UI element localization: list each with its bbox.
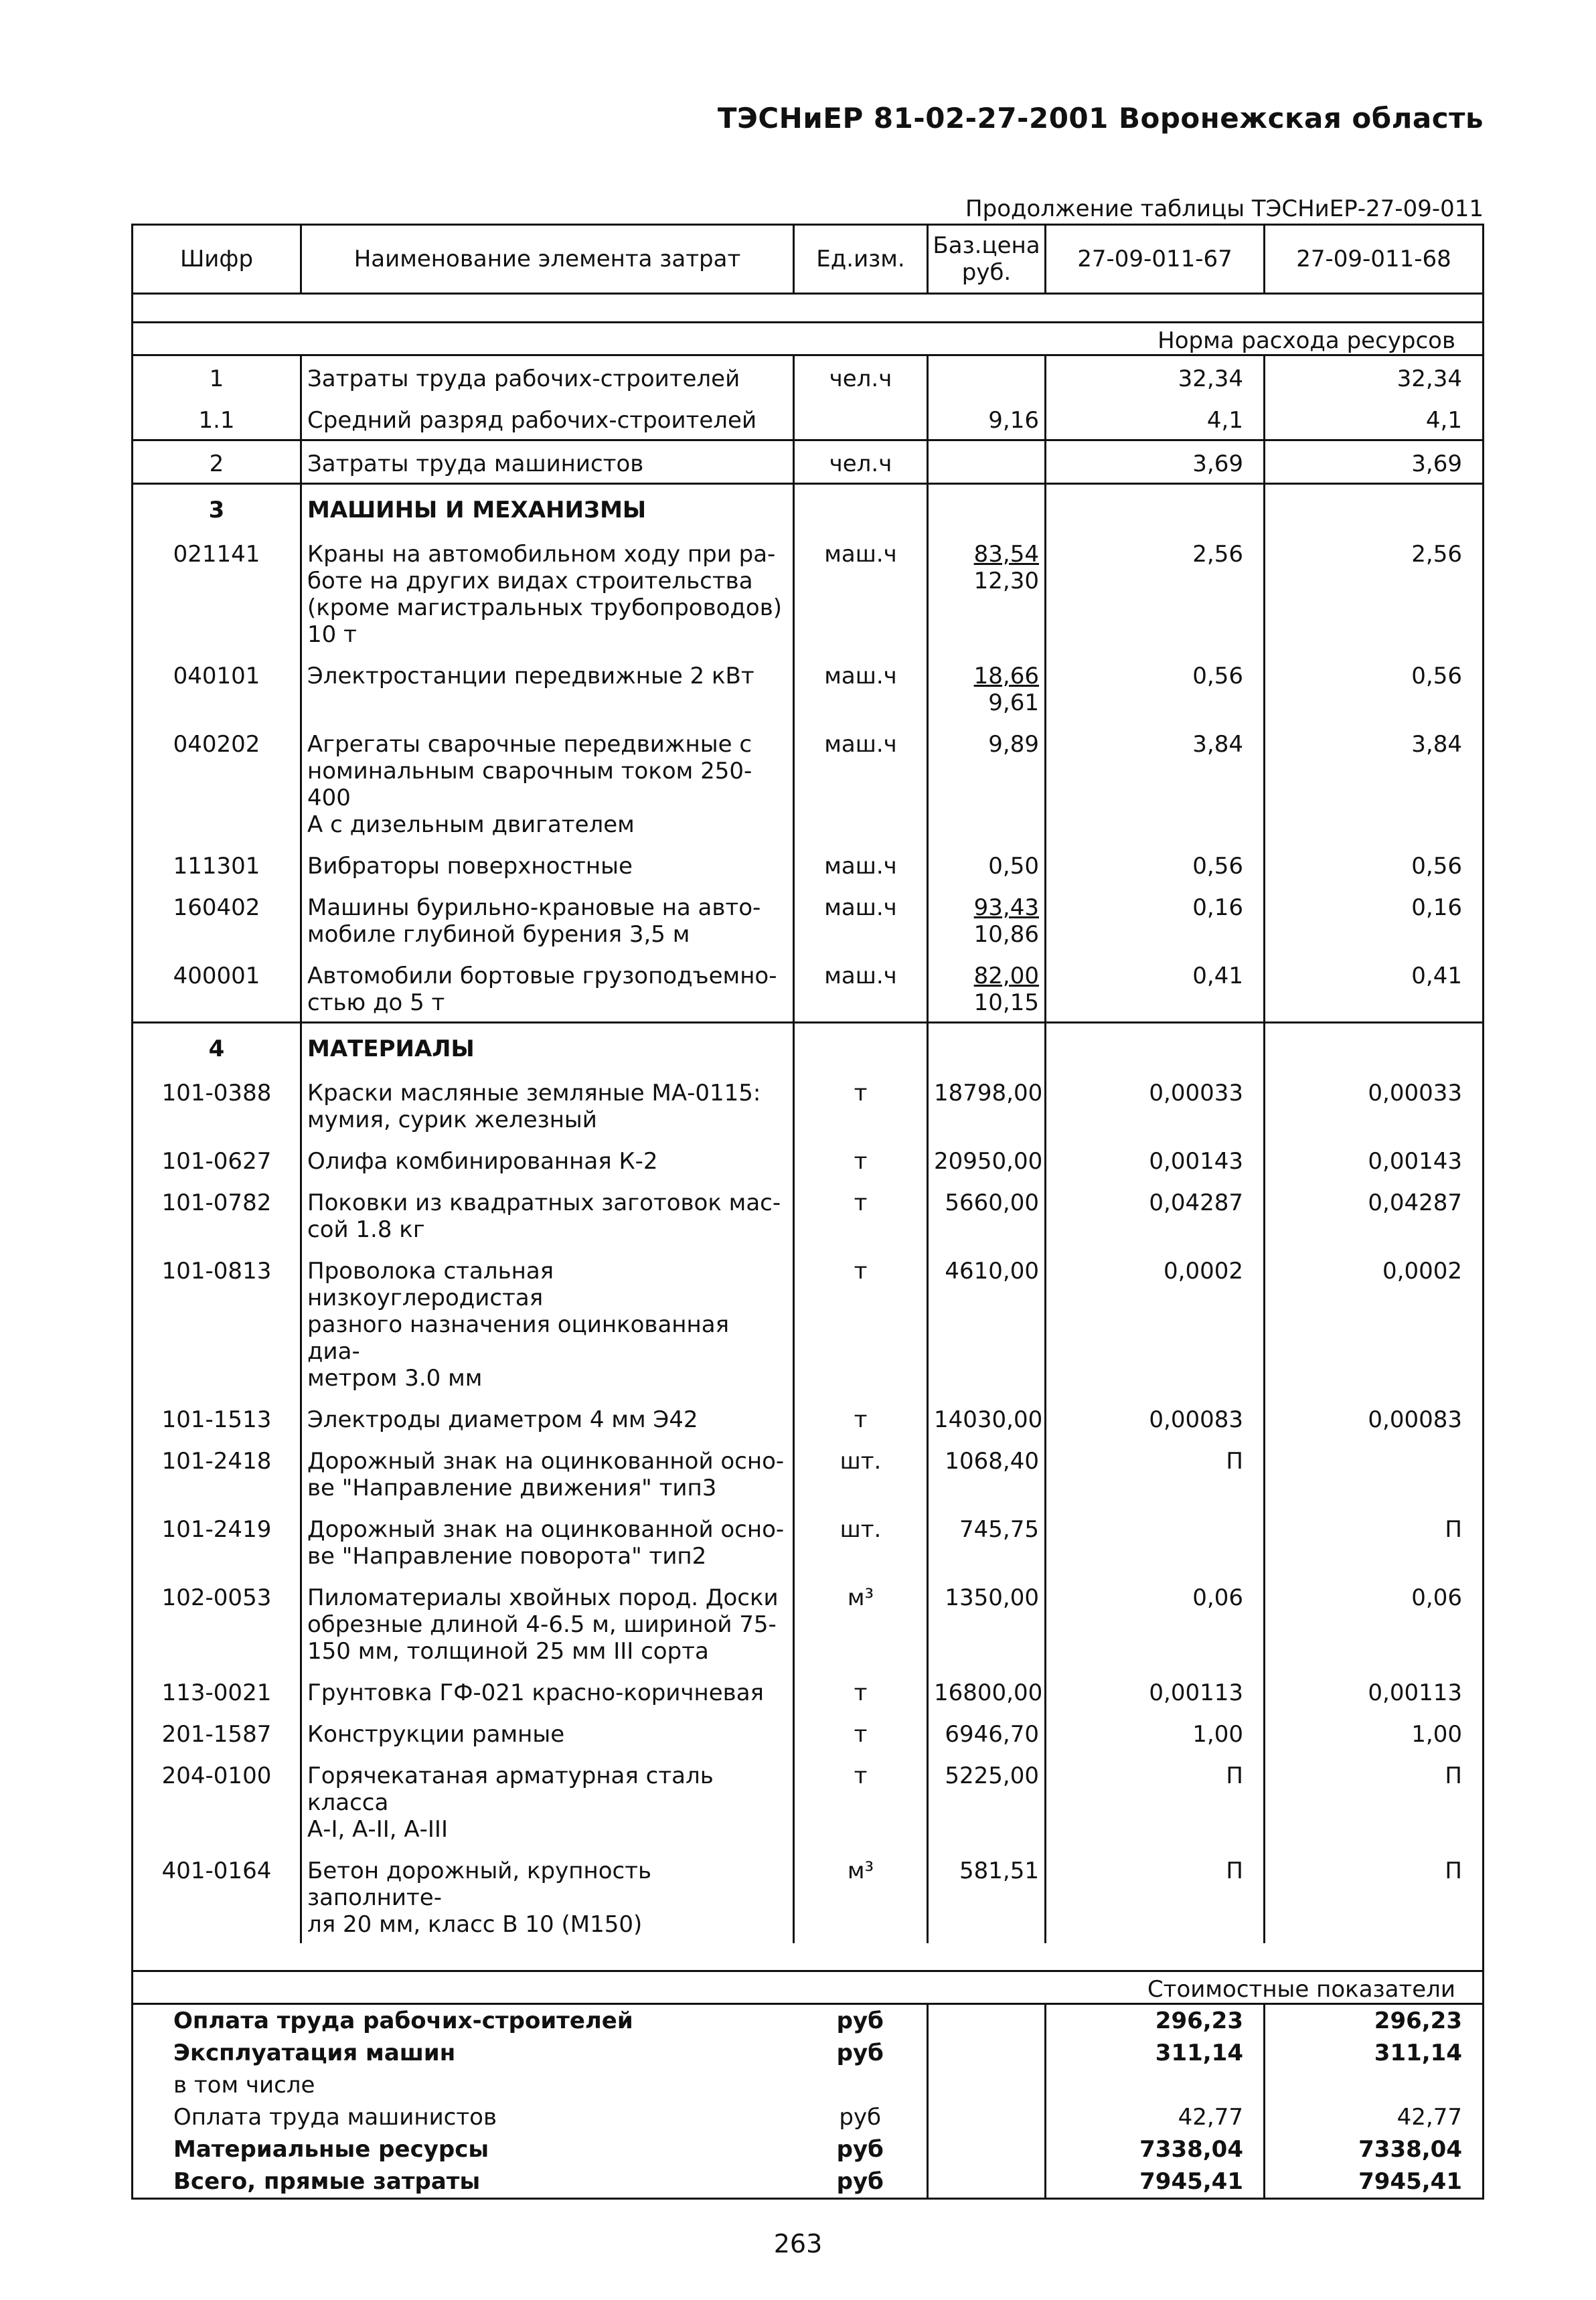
cell-code: 1 xyxy=(133,355,301,398)
price-primary: 82,00 xyxy=(973,963,1039,989)
cell-code: 021141 xyxy=(133,531,301,653)
cell-code: 101-0782 xyxy=(133,1180,301,1248)
summary-unit: руб xyxy=(794,2165,928,2199)
cell-value-67: 0,0002 xyxy=(1164,1258,1243,1285)
table-row xyxy=(133,355,1484,398)
section-empty-v2 xyxy=(1265,1023,1484,1071)
cell-name: Дорожный знак на оцинкованной осно- ве "Направление поворота" тип2 xyxy=(301,1507,794,1575)
table-row xyxy=(133,953,1484,1023)
cell-name: Горячекатаная арматурная сталь класса А-I, А-II, А-III xyxy=(301,1753,794,1848)
cell-name: Краски масляные земляные МА-0115: мумия, сурик железный xyxy=(301,1070,794,1139)
header-price: Баз.цена руб. xyxy=(928,225,1046,294)
cell-name: Грунтовка ГФ-021 красно-коричневая xyxy=(301,1670,794,1712)
summary-label: Оплата труда рабочих-строителей xyxy=(133,2004,794,2038)
cell-value-67: 0,00143 xyxy=(1149,1148,1243,1175)
summary-row xyxy=(133,2037,1484,2069)
section-title: МАТЕРИАЛЫ xyxy=(301,1023,794,1071)
cell-value-67: П xyxy=(1226,1858,1243,1884)
cell-value-67 xyxy=(1046,1507,1265,1575)
cell-value-68: 0,56 xyxy=(1265,653,1484,722)
cell-unit: т xyxy=(854,1258,868,1285)
summary-row xyxy=(133,2165,1484,2199)
table-row xyxy=(133,1753,1484,1848)
norma-row-label: Норма расхода ресурсов xyxy=(133,323,1484,355)
cell-value-68: 0,00143 xyxy=(1265,1139,1484,1180)
spacer-row xyxy=(133,294,1484,323)
summary-label: Материальные ресурсы xyxy=(133,2133,794,2165)
cell-value-67: 2,56 xyxy=(1192,541,1243,568)
cell-name: Затраты труда машинистов xyxy=(301,440,794,484)
cell-value-68: 0,00083 xyxy=(1265,1397,1484,1439)
summary-value-67 xyxy=(1046,2069,1265,2101)
cell-price: 5660,00 xyxy=(928,1180,1046,1248)
cell-unit: чел.ч xyxy=(794,440,928,484)
cell-value-68: 0,16 xyxy=(1265,885,1484,953)
cell-unit: т xyxy=(854,1679,868,1706)
summary-row xyxy=(133,2101,1484,2133)
cell-price: 1068,40 xyxy=(928,1439,1046,1507)
table-header-row xyxy=(133,225,1484,294)
cell-unit: шт. xyxy=(840,1516,882,1543)
cell-unit: маш.ч xyxy=(824,853,897,880)
table-caption: Продолжение таблицы ТЭСНиЕР-27-09-011 xyxy=(965,195,1484,222)
cell-price xyxy=(928,355,1046,398)
cell-price: 581,51 xyxy=(928,1848,1046,1943)
cell-name: Средний разряд рабочих-строителей xyxy=(301,398,794,440)
cell-unit: маш.ч xyxy=(824,963,897,989)
cell-code: 201-1587 xyxy=(133,1712,301,1753)
cell-value-67: 0,00083 xyxy=(1149,1406,1243,1433)
cell-code: 111301 xyxy=(133,843,301,885)
cell-price: 4610,00 xyxy=(928,1248,1046,1397)
summary-value-67: 311,14 xyxy=(1046,2037,1265,2069)
cell-price xyxy=(928,953,1046,1023)
summary-value-67: 7945,41 xyxy=(1046,2165,1265,2199)
section-code: 3 xyxy=(133,484,301,532)
cell-code: 101-0813 xyxy=(133,1248,301,1397)
table-row xyxy=(133,531,1484,653)
cell-value-68: 4,1 xyxy=(1265,398,1484,440)
cell-code: 101-2418 xyxy=(133,1439,301,1507)
cell-value-68: 0,0002 xyxy=(1265,1248,1484,1397)
cell-name: Конструкции рамные xyxy=(301,1712,794,1753)
cell-unit: маш.ч xyxy=(824,731,897,758)
cost-row xyxy=(133,1971,1484,2004)
cell-value-68: 0,00113 xyxy=(1265,1670,1484,1712)
summary-label: Оплата труда машинистов xyxy=(133,2101,794,2133)
cell-price: 1350,00 xyxy=(928,1575,1046,1670)
spacer-cell xyxy=(133,1943,1484,1971)
summary-unit: руб xyxy=(836,2136,884,2163)
table-row xyxy=(133,1848,1484,1943)
table-row xyxy=(133,653,1484,722)
cell-code: 101-1513 xyxy=(133,1397,301,1439)
table-row xyxy=(133,722,1484,843)
cell-code: 400001 xyxy=(133,953,301,1023)
cell-code: 040202 xyxy=(133,722,301,843)
cell-value-68: 0,00033 xyxy=(1265,1070,1484,1139)
page-number: 263 xyxy=(773,2229,823,2258)
cell-price: 18798,00 xyxy=(928,1070,1046,1139)
cell-unit: т xyxy=(854,1721,868,1748)
table-row xyxy=(133,1070,1484,1139)
cell-code: 101-2419 xyxy=(133,1507,301,1575)
cell-name: Автомобили бортовые грузоподъемно- стью до 5 т xyxy=(301,953,794,1023)
cell-price: 9,16 xyxy=(928,398,1046,440)
table-row xyxy=(133,1397,1484,1439)
cell-unit: т xyxy=(854,1762,868,1789)
cell-price: 20950,00 xyxy=(928,1139,1046,1180)
cell-value-67: 0,00113 xyxy=(1149,1679,1243,1706)
table-row xyxy=(133,1180,1484,1248)
cell-name: Пиломатериалы хвойных пород. Доски обрезные длиной 4-6.5 м, шириной 75- 150 мм, толщиной 25 мм III сорта xyxy=(301,1575,794,1670)
table-row xyxy=(133,1248,1484,1397)
price-primary: 93,43 xyxy=(973,894,1039,921)
summary-unit: руб xyxy=(836,2040,884,2066)
price-primary: 83,54 xyxy=(973,541,1039,568)
cell-unit: т xyxy=(854,1189,868,1216)
cell-name: Машины бурильно-крановые на авто- мобиле глубиной бурения 3,5 м xyxy=(301,885,794,953)
cell-code: 040101 xyxy=(133,653,301,722)
summary-empty-price xyxy=(928,2004,1046,2038)
cell-value-68 xyxy=(1265,1439,1484,1507)
summary-unit: руб xyxy=(839,2104,882,2131)
cell-price: 6946,70 xyxy=(928,1712,1046,1753)
cell-code: 204-0100 xyxy=(133,1753,301,1848)
cell-code: 1.1 xyxy=(133,398,301,440)
cell-value-68: 0,41 xyxy=(1265,953,1484,1023)
cell-price xyxy=(928,843,1046,885)
cell-code: 101-0388 xyxy=(133,1070,301,1139)
cell-value-68: 0,56 xyxy=(1265,843,1484,885)
header-v1: 27-09-011-67 xyxy=(1046,225,1265,294)
cell-name: Олифа комбинированная К-2 xyxy=(301,1139,794,1180)
section-empty-v1 xyxy=(1046,484,1265,532)
section-empty-price xyxy=(928,1023,1046,1071)
cell-value-68: 3,69 xyxy=(1265,440,1484,484)
cell-unit: шт. xyxy=(840,1448,882,1475)
summary-value-67: 42,77 xyxy=(1046,2101,1265,2133)
norma-row xyxy=(133,323,1484,355)
cell-code: 160402 xyxy=(133,885,301,953)
summary-label: Эксплуатация машин xyxy=(133,2037,794,2069)
cell-unit: маш.ч xyxy=(824,894,897,921)
cell-value-68: П xyxy=(1265,1507,1484,1575)
cell-code: 102-0053 xyxy=(133,1575,301,1670)
cell-price: 16800,00 xyxy=(928,1670,1046,1712)
summary-unit xyxy=(794,2069,928,2101)
cell-unit: маш.ч xyxy=(824,541,897,568)
header-name: Наименование элемента затрат xyxy=(301,225,794,294)
cell-value-67: 0,00033 xyxy=(1149,1080,1243,1106)
cell-name: Электростанции передвижные 2 кВт xyxy=(301,653,794,722)
section-code: 4 xyxy=(133,1023,301,1071)
table-row xyxy=(133,1575,1484,1670)
summary-value-68: 7945,41 xyxy=(1265,2165,1484,2199)
spacer-cell xyxy=(133,294,1484,323)
cell-price xyxy=(928,440,1046,484)
cell-code: 401-0164 xyxy=(133,1848,301,1943)
table-row xyxy=(133,843,1484,885)
summary-value-68: 296,23 xyxy=(1265,2004,1484,2038)
cell-value-67: 32,34 xyxy=(1178,365,1243,392)
cell-price xyxy=(928,531,1046,653)
summary-value-68: 7338,04 xyxy=(1265,2133,1484,2165)
section-row xyxy=(133,1023,1484,1071)
cell-value-68: 2,56 xyxy=(1265,531,1484,653)
section-empty-unit xyxy=(794,484,928,532)
price-secondary: 12,30 xyxy=(973,568,1039,594)
summary-label: в том числе xyxy=(133,2069,794,2101)
summary-value-68: 42,77 xyxy=(1265,2101,1484,2133)
cell-value-67: 3,69 xyxy=(1046,440,1265,484)
cell-value-67: 0,06 xyxy=(1192,1584,1243,1611)
cell-code: 113-0021 xyxy=(133,1670,301,1712)
summary-empty-price xyxy=(928,2069,1046,2101)
cell-name: Проволока стальная низкоуглеродистая разного назначения оцинкованная диа- метром 3.0 мм xyxy=(301,1248,794,1397)
cell-value-67: 0,41 xyxy=(1192,963,1243,989)
table-body xyxy=(133,294,1484,2199)
summary-row xyxy=(133,2004,1484,2038)
summary-row xyxy=(133,2133,1484,2165)
price-primary: 18,66 xyxy=(973,663,1039,689)
section-empty-unit xyxy=(794,1023,928,1071)
summary-unit: руб xyxy=(836,2007,884,2034)
cell-price: 745,75 xyxy=(928,1507,1046,1575)
summary-row xyxy=(133,2069,1484,2101)
cell-value-67: 3,84 xyxy=(1192,731,1243,758)
cell-unit: т xyxy=(854,1148,868,1175)
cell-value-67: 1,00 xyxy=(1192,1721,1243,1748)
section-empty-price xyxy=(928,484,1046,532)
price-secondary: 10,15 xyxy=(973,989,1039,1016)
cell-name: Вибраторы поверхностные xyxy=(301,843,794,885)
cell-code: 2 xyxy=(133,440,301,484)
summary-value-68 xyxy=(1265,2069,1484,2101)
cell-value-67: 0,04287 xyxy=(1149,1189,1243,1216)
cell-value-68: 0,06 xyxy=(1265,1575,1484,1670)
summary-empty-price xyxy=(928,2037,1046,2069)
section-empty-v1 xyxy=(1046,1023,1265,1071)
cell-value-68: 1,00 xyxy=(1265,1712,1484,1753)
summary-empty-price xyxy=(928,2165,1046,2199)
table-row xyxy=(133,1439,1484,1507)
table-row xyxy=(133,885,1484,953)
cell-unit: м³ xyxy=(847,1858,874,1884)
cell-value-68: 32,34 xyxy=(1265,355,1484,398)
resource-table xyxy=(131,224,1484,2200)
cost-row-label: Стоимостные показатели xyxy=(133,1971,1484,2004)
table-row xyxy=(133,398,1484,440)
summary-value-67: 7338,04 xyxy=(1046,2133,1265,2165)
price-primary: 0,50 xyxy=(988,853,1039,880)
cell-value-67: 0,56 xyxy=(1192,853,1243,880)
cell-name: Затраты труда рабочих-строителей xyxy=(301,355,794,398)
cell-unit: м³ xyxy=(847,1584,874,1611)
cell-price: 5225,00 xyxy=(928,1753,1046,1848)
cell-price: 14030,00 xyxy=(928,1397,1046,1439)
header-v2: 27-09-011-68 xyxy=(1265,225,1484,294)
cell-price xyxy=(928,885,1046,953)
cell-name: Электроды диаметром 4 мм Э42 xyxy=(301,1397,794,1439)
cell-value-68: 3,84 xyxy=(1265,722,1484,843)
price-secondary: 10,86 xyxy=(973,921,1039,948)
section-empty-v2 xyxy=(1265,484,1484,532)
summary-empty-price xyxy=(928,2101,1046,2133)
price-primary: 9,89 xyxy=(988,731,1039,758)
cell-value-68: 0,04287 xyxy=(1265,1180,1484,1248)
cell-unit: маш.ч xyxy=(824,663,897,689)
page-header-title: ТЭСНиЕР 81-02-27-2001 Воронежская область xyxy=(717,102,1484,135)
cell-price xyxy=(928,653,1046,722)
table-row xyxy=(133,1139,1484,1180)
cell-value-68: П xyxy=(1265,1753,1484,1848)
cell-value-67: П xyxy=(1226,1762,1243,1789)
cell-unit: чел.ч xyxy=(829,365,892,392)
summary-value-68: 311,14 xyxy=(1265,2037,1484,2069)
price-secondary: 9,61 xyxy=(988,689,1039,716)
cell-value-67: 0,56 xyxy=(1192,663,1243,689)
cell-unit: т xyxy=(854,1406,868,1433)
summary-empty-price xyxy=(928,2133,1046,2165)
cell-value-67: 4,1 xyxy=(1206,407,1243,434)
table-row xyxy=(133,1670,1484,1712)
cell-name: Бетон дорожный, крупность заполните- ля 20 мм, класс В 10 (М150) xyxy=(301,1848,794,1943)
cell-unit: т xyxy=(854,1080,868,1106)
table-row xyxy=(133,1712,1484,1753)
table-row xyxy=(133,440,1484,484)
cell-price xyxy=(928,722,1046,843)
cell-code: 101-0627 xyxy=(133,1139,301,1180)
spacer-row xyxy=(133,1943,1484,1971)
cell-value-67: П xyxy=(1226,1448,1243,1475)
section-row xyxy=(133,484,1484,532)
header-code: Шифр xyxy=(133,225,301,294)
summary-value-67: 296,23 xyxy=(1046,2004,1265,2038)
cell-unit xyxy=(794,398,928,440)
section-title: МАШИНЫ И МЕХАНИЗМЫ xyxy=(301,484,794,532)
table-row xyxy=(133,1507,1484,1575)
cell-value-68: П xyxy=(1265,1848,1484,1943)
cell-name: Агрегаты сварочные передвижные с номинальным сварочным током 250-400 А с дизельным двигателем xyxy=(301,722,794,843)
header-unit: Ед.изм. xyxy=(794,225,928,294)
cell-name: Поковки из квадратных заготовок мас- сой 1.8 кг xyxy=(301,1180,794,1248)
summary-label: Всего, прямые затраты xyxy=(133,2165,794,2199)
cell-value-67: 0,16 xyxy=(1192,894,1243,921)
cell-name: Краны на автомобильном ходу при ра- боте на других видах строительства (кроме магистральных трубопроводов) 10 т xyxy=(301,531,794,653)
cell-name: Дорожный знак на оцинкованной осно- ве "Направление движения" тип3 xyxy=(301,1439,794,1507)
